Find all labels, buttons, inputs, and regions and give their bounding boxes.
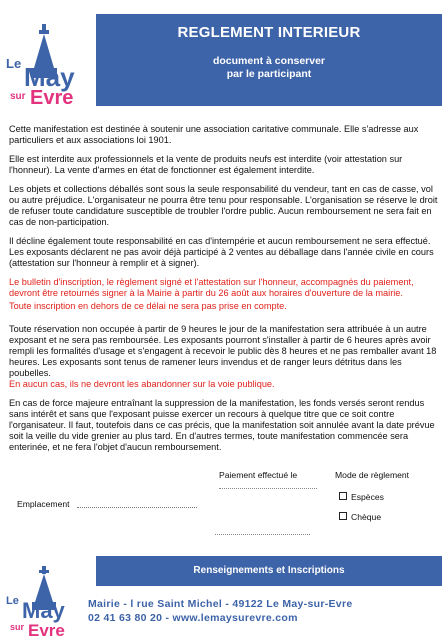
svg-text:Evre: Evre: [30, 87, 74, 106]
contact-block: [88, 597, 440, 625]
rules-body: [9, 124, 441, 461]
title-banner: [96, 14, 442, 106]
svg-text:sur: sur: [10, 622, 25, 632]
rule-professionals: Elle est interdite aux professionnels et la vente de produits neufs est interdite (voir attestation sur l'honneur). La vente d'armes en état de fonctionner est également interdite.: [9, 154, 403, 175]
cheque-checkbox[interactable]: [339, 512, 347, 520]
payment-date-label: Paiement effectué le: [219, 470, 298, 480]
svg-text:Le: Le: [6, 595, 19, 607]
signature-separator: [215, 534, 310, 535]
subtitle-line-1: document à conserver: [212, 55, 326, 67]
rule-force-majeure: En cas de force majeure entraînant la suppression de la manifestation, les fonds versés seront rendus sans intérêt et sans que l'exposant puisse exercer un recours à quelque titre que ce soit contre l'organisateur. Il faut, toutefois dans ce cas précis, que la manifestation soit annulée avant la date prévue soit la veille du vide grenier au plus tard. En d'autres termes, toute manifestation commencée sera enterinée, et ne fera l'objet d'aucun remboursement.: [9, 398, 435, 452]
cheque-option-label: Chèque: [351, 512, 382, 522]
document-header: [0, 0, 448, 112]
svg-text:Evre: Evre: [28, 621, 65, 640]
rule-registration-return: Le bulletin d'inscription, le règlement signé et l'attestation sur l'honneur, accompagnés du paiement, devront être retournés signer à la Mairie à partir du 26 août aux horaires d'ouverture de la mairie.: [9, 277, 414, 298]
emplacement-field[interactable]: [77, 507, 197, 508]
le-may-sur-evre-footer-logo: [4, 560, 88, 640]
mairie-contact[interactable]: 02 41 63 80 20 - www.lemaysurevre.com: [88, 612, 298, 624]
payment-option-cheque[interactable]: [339, 512, 381, 522]
subtitle-line-2: par le participant: [226, 68, 312, 80]
rule-purpose: Cette manifestation est destinée à soutenir une association caritative communale. Elle s'adresse aux particuliers et aux associations loi 1901.: [9, 124, 419, 145]
document-title: REGLEMENT INTERIEUR: [177, 24, 361, 41]
svg-text:May: May: [22, 598, 65, 623]
rule-weather: Il décline également toute responsabilité en cas d'intempérie et aucun remboursement ne sera effectué. Les exposants déclarent ne pas avoir déjà participé à 2 ventes au déballage dans l'année civile en cours (attestation sur l'honneur à remplir et à signer).: [9, 236, 434, 268]
document-footer: [0, 554, 448, 640]
cash-option-label: Espèces: [351, 492, 384, 502]
le-may-sur-evre-logo: [4, 6, 88, 106]
svg-text:May: May: [24, 62, 75, 92]
rule-registration-deadline: Toute inscription en dehors de ce délai ne sera pas prise en compte.: [9, 301, 287, 311]
document-subtitle: [96, 55, 442, 81]
svg-text:sur: sur: [10, 91, 26, 102]
svg-text:Le: Le: [6, 56, 22, 71]
emplacement-label: Emplacement: [17, 499, 70, 509]
payment-date-field[interactable]: [219, 488, 317, 489]
rule-litter-warning: En aucun cas, ils ne devront les abandonner sur la voie publique.: [9, 379, 275, 389]
rule-responsibility: Les objets et collections déballés sont sous la seule responsabilité du vendeur, tant en cas de casse, vol ou autre préjudice. L'organisateur ne pourra être tenu pour responsable. L'organisation se réserve le droit de refuser toute candidature susceptible de troubler l'ordre public. Aucun remboursement ne sera fait en cas de non-participation.: [9, 184, 438, 227]
payment-option-cash[interactable]: [339, 492, 384, 502]
payment-mode-label: Mode de règlement: [335, 470, 410, 480]
info-banner: Renseignements et Inscriptions: [96, 556, 442, 586]
rule-reservation: Toute réservation non occupée à partir de 9 heures le jour de la manifestation sera attribuée à un autre exposant et ne sera pas remboursée. Les exposants pourront s'installer à partir de 6 heures après avoir rempli les formalités d'usage et s'engagent à recevoir le public dès 8 heures et ne pas remballer avant 18 heures. Les exposants sont tenus de ramener leurs invendus et de ranger leurs détritus dans les poubelles.: [9, 324, 437, 378]
mairie-address: Mairie - l rue Saint Michel - 49122 Le May-sur-Evre: [88, 598, 353, 610]
cash-checkbox[interactable]: [339, 492, 347, 500]
